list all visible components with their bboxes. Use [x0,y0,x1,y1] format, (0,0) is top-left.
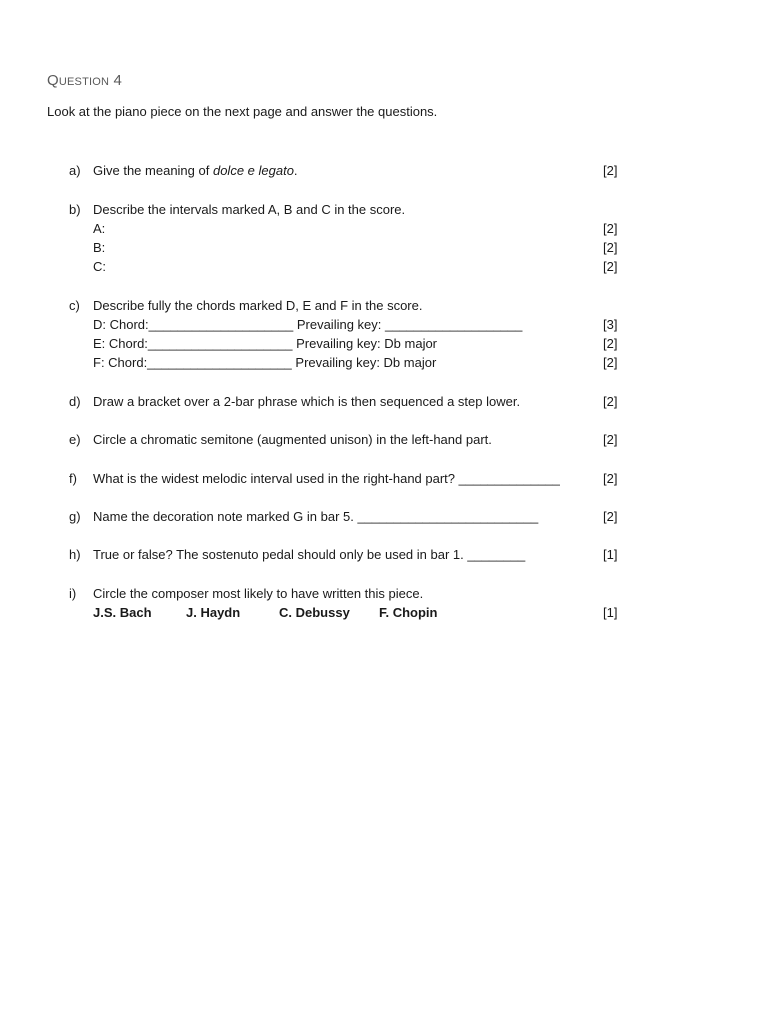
question-b-line-c-mark: [2] [603,259,618,274]
question-i-mark: [1] [603,605,618,620]
question-f-letter: f) [69,471,77,486]
question-a-term: dolce e legato [212,163,294,178]
question-h-mark: [1] [603,547,618,562]
question-c-line-f: F: Chord:____________________ Prevailing key: Db major [93,355,437,370]
question-i-text: Circle the composer most likely to have written this piece. [93,586,424,601]
question-h-text: True or false? The sostenuto pedal should only be used in bar 1. ________ [93,547,526,562]
question-a-text-after: . [293,163,298,178]
question-d-text: Draw a bracket over a 2-bar phrase which is then sequenced a step lower. [93,394,521,409]
composer-option-chopin[interactable]: F. Chopin [379,605,438,620]
question-b-line-b: B: [93,240,106,255]
question-c-letter: c) [69,298,80,313]
question-b-letter: b) [69,202,81,217]
question-b-line-b-mark: [2] [603,240,618,255]
question-c-line-e-mark: [2] [603,336,618,351]
question-e-letter: e) [69,432,81,447]
question-g-text: Name the decoration note marked G in bar 5. _________________________ [93,509,539,524]
question-c-text: Describe fully the chords marked D, E and F in the score. [93,298,423,313]
question-b-text: Describe the intervals marked A, B and C in the score. [93,202,406,217]
question-f-mark: [2] [603,471,618,486]
question-heading: Question 4 [47,72,123,89]
question-d-mark: [2] [603,394,618,409]
question-a-text-before: Give the meaning of [93,163,213,178]
question-c-line-d-mark: [3] [603,317,618,332]
question-g-letter: g) [69,509,81,524]
question-c-line-d: D: Chord:____________________ Prevailing key: ___________________ [93,317,523,332]
intro-text: Look at the piano piece on the next page and answer the questions. [47,104,438,119]
question-a-mark: [2] [603,163,618,178]
question-f-text: What is the widest melodic interval used in the right-hand part? ______________ [93,471,560,486]
question-e-mark: [2] [603,432,618,447]
question-a-letter: a) [69,163,81,178]
question-c-line-f-mark: [2] [603,355,618,370]
composer-option-debussy[interactable]: C. Debussy [279,605,350,620]
question-h-letter: h) [69,547,81,562]
question-i-letter: i) [69,586,77,601]
question-e-text: Circle a chromatic semitone (augmented unison) in the left-hand part. [93,432,492,447]
question-b-line-a: A: [93,221,106,236]
question-d-letter: d) [69,394,81,409]
question-g-mark: [2] [603,509,618,524]
composer-option-bach[interactable]: J.S. Bach [93,605,152,620]
question-b-line-a-mark: [2] [603,221,618,236]
question-a-text [93,161,298,180]
composer-option-haydn[interactable]: J. Haydn [186,605,241,620]
question-c-line-e: E: Chord:____________________ Prevailing key: Db major [93,336,438,351]
question-b-line-c: C: [93,259,106,274]
